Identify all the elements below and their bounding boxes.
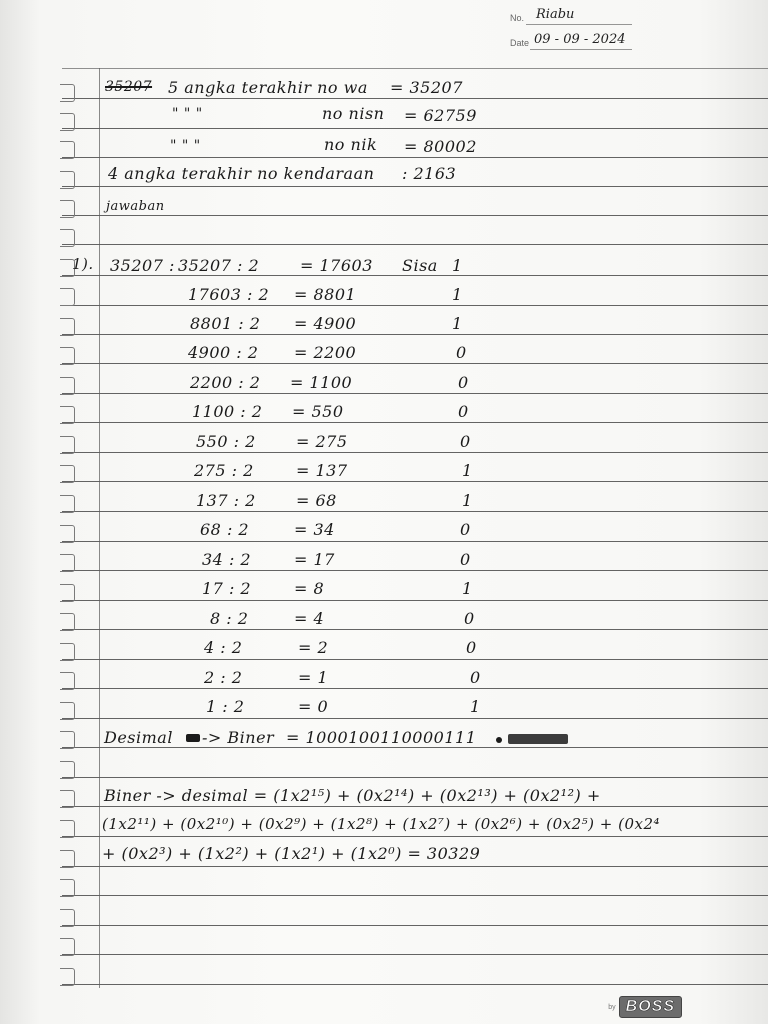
header-date-label: Date xyxy=(510,38,530,48)
division-row-result: = 8801 xyxy=(294,285,357,304)
division-row-remainder: 1 xyxy=(462,579,473,598)
logo-mark: by xyxy=(608,1003,616,1011)
division-row-expr: 17603 : 2 xyxy=(188,285,270,304)
binder-hole xyxy=(60,850,75,868)
division-row-remainder: 1 xyxy=(470,697,481,716)
ruled-line xyxy=(62,541,768,542)
ruled-line xyxy=(62,98,768,99)
division-row-result: = 2 xyxy=(298,638,329,657)
notebook-brand-logo xyxy=(608,996,682,1018)
intro-line4-text: 4 angka terakhir no kendaraan xyxy=(108,164,375,183)
division-row-expr: 1 : 2 xyxy=(206,697,245,716)
ruled-line xyxy=(62,866,768,867)
header-no-line xyxy=(526,24,632,25)
division-row-result: = 137 xyxy=(296,461,348,480)
ruled-line xyxy=(62,305,768,306)
header-no-label: No. xyxy=(510,13,525,23)
ruled-line xyxy=(62,718,768,719)
binary-result: = 1000100110000111 xyxy=(286,728,477,747)
scribble-mark xyxy=(186,734,200,742)
intro-line2-text: no nisn xyxy=(322,104,385,123)
binder-hole xyxy=(60,377,75,395)
division-row-remainder: 0 xyxy=(460,432,471,451)
division-row-result: = 17603 xyxy=(300,256,373,275)
binder-hole xyxy=(60,554,75,572)
binder-hole xyxy=(60,229,75,247)
binder-hole xyxy=(60,84,75,102)
ruled-line xyxy=(62,275,768,276)
intro-line3-value: = 80002 xyxy=(404,137,477,156)
ruled-line xyxy=(62,747,768,748)
logo-brand: BOSS xyxy=(619,996,682,1018)
scribble-mark xyxy=(496,737,502,743)
answer-label: jawaban xyxy=(106,199,165,214)
ruled-line xyxy=(62,186,768,187)
binder-hole xyxy=(60,909,75,927)
division-row-result: = 8 xyxy=(294,579,325,598)
ruled-line xyxy=(62,215,768,216)
intro-line3-text: no nik xyxy=(324,135,378,154)
binder-hole xyxy=(60,318,75,336)
division-row-remainder: 1 xyxy=(452,256,463,275)
ruled-line xyxy=(62,452,768,453)
binder-hole xyxy=(60,613,75,631)
ruled-line xyxy=(62,128,768,129)
ruled-line xyxy=(62,836,768,837)
binder-hole xyxy=(60,820,75,838)
division-row-expr: 137 : 2 xyxy=(196,491,256,510)
binder-hole xyxy=(60,141,75,159)
division-row-result: = 34 xyxy=(294,520,335,539)
division-row-result: = 275 xyxy=(296,432,348,451)
division-row-remainder: 0 xyxy=(458,373,469,392)
ruled-line xyxy=(62,511,768,512)
ruled-line xyxy=(62,481,768,482)
division-row-expr: 275 : 2 xyxy=(194,461,254,480)
binder-hole xyxy=(60,790,75,808)
binder-hole xyxy=(60,643,75,661)
division-row-result: = 0 xyxy=(298,697,329,716)
binder-hole xyxy=(60,200,75,218)
binder-hole xyxy=(60,288,75,306)
binder-hole xyxy=(60,495,75,513)
division-row-remainder: 0 xyxy=(464,609,475,628)
division-row-expr: 34 : 2 xyxy=(202,550,252,569)
ruled-line xyxy=(62,954,768,955)
division-row-remainder: 0 xyxy=(456,343,467,362)
binder-hole xyxy=(60,702,75,720)
ruled-line xyxy=(62,629,768,630)
division-row-remainder: 0 xyxy=(460,550,471,569)
margin-line xyxy=(99,68,100,988)
intro-line4-value: : 2163 xyxy=(402,164,457,183)
binder-hole xyxy=(60,406,75,424)
division-row-expr: 550 : 2 xyxy=(196,432,256,451)
division-first-prefix: 35207 : xyxy=(110,256,175,275)
division-row-remainder: 0 xyxy=(470,668,481,687)
division-row-expr: 17 : 2 xyxy=(202,579,252,598)
intro-line2-value: = 62759 xyxy=(404,106,477,125)
struck-number: 35207 xyxy=(105,79,153,95)
division-row-expr: 2200 : 2 xyxy=(190,373,261,392)
ruled-line xyxy=(62,244,768,245)
ruled-line xyxy=(62,984,768,985)
ruled-line xyxy=(62,777,768,778)
problem-number: 1). xyxy=(72,255,94,273)
division-row-remainder: 0 xyxy=(460,520,471,539)
ruled-line xyxy=(62,422,768,423)
intro-line2-ditto: " " " xyxy=(172,106,203,122)
ruled-line xyxy=(62,363,768,364)
binder-hole xyxy=(60,525,75,543)
division-row-result: = 550 xyxy=(292,402,344,421)
binder-hole xyxy=(60,672,75,690)
intro-line3-ditto: " " " xyxy=(170,138,201,154)
division-row-expr: 35207 : 2 xyxy=(178,256,260,275)
header-no-value: Riabu xyxy=(536,7,575,22)
binary-expansion-line2: (1x2¹¹) + (0x2¹⁰) + (0x2⁹) + (1x2⁸) + (1x2⁷) + (0x2⁶) + (0x2⁵) + (0x2⁴ xyxy=(102,815,661,833)
binder-hole xyxy=(60,171,75,189)
binder-hole xyxy=(60,761,75,779)
division-row-remainder: 0 xyxy=(458,402,469,421)
division-row-remainder: 1 xyxy=(462,461,473,480)
division-row-remainder: 0 xyxy=(466,638,477,657)
division-row-expr: 1100 : 2 xyxy=(192,402,263,421)
intro-line1-text: 5 angka terakhir no wa xyxy=(168,78,368,97)
decimal-arrow-label: -> Biner xyxy=(202,728,275,747)
remainder-header: Sisa xyxy=(402,256,438,275)
division-row-expr: 8 : 2 xyxy=(210,609,249,628)
binder-hole xyxy=(60,113,75,131)
header-date-value: 09 - 09 - 2024 xyxy=(534,32,626,47)
binder-hole xyxy=(60,584,75,602)
ruled-line xyxy=(62,393,768,394)
division-row-result: = 68 xyxy=(296,491,337,510)
binder-hole xyxy=(60,436,75,454)
binder-hole xyxy=(60,347,75,365)
division-row-remainder: 1 xyxy=(462,491,473,510)
ruled-line xyxy=(62,688,768,689)
division-row-expr: 4900 : 2 xyxy=(188,343,259,362)
division-row-result: = 1100 xyxy=(290,373,353,392)
division-row-result: = 2200 xyxy=(294,343,357,362)
binder-hole xyxy=(60,879,75,897)
binary-expansion-line3: + (0x2³) + (1x2²) + (1x2¹) + (1x2⁰) = 30329 xyxy=(102,844,481,863)
division-row-expr: 4 : 2 xyxy=(204,638,243,657)
division-row-result: = 17 xyxy=(294,550,335,569)
division-row-expr: 68 : 2 xyxy=(200,520,250,539)
ruled-line xyxy=(62,570,768,571)
binder-hole xyxy=(60,465,75,483)
division-row-result: = 4900 xyxy=(294,314,357,333)
ruled-line xyxy=(62,659,768,660)
ruled-line xyxy=(62,925,768,926)
division-row-expr: 8801 : 2 xyxy=(190,314,261,333)
division-row-expr: 2 : 2 xyxy=(204,668,243,687)
ruled-line xyxy=(62,334,768,335)
binder-hole xyxy=(60,938,75,956)
binder-hole xyxy=(60,968,75,986)
division-row-result: = 1 xyxy=(298,668,329,687)
ruled-line xyxy=(62,157,768,158)
ruled-line xyxy=(62,806,768,807)
binary-expansion-line1: Biner -> desimal = (1x2¹⁵) + (0x2¹⁴) + (0x2¹³) + (0x2¹²) + xyxy=(104,786,601,805)
ruled-line xyxy=(62,895,768,896)
binder-hole xyxy=(60,731,75,749)
ruled-line xyxy=(62,68,768,69)
division-row-remainder: 1 xyxy=(452,285,463,304)
decimal-label: Desimal xyxy=(104,728,173,747)
scribble-mark xyxy=(508,734,568,744)
division-row-result: = 4 xyxy=(294,609,325,628)
intro-line1-value: = 35207 xyxy=(390,78,463,97)
division-row-remainder: 1 xyxy=(452,314,463,333)
header-date-line xyxy=(530,49,632,50)
ruled-line xyxy=(62,600,768,601)
